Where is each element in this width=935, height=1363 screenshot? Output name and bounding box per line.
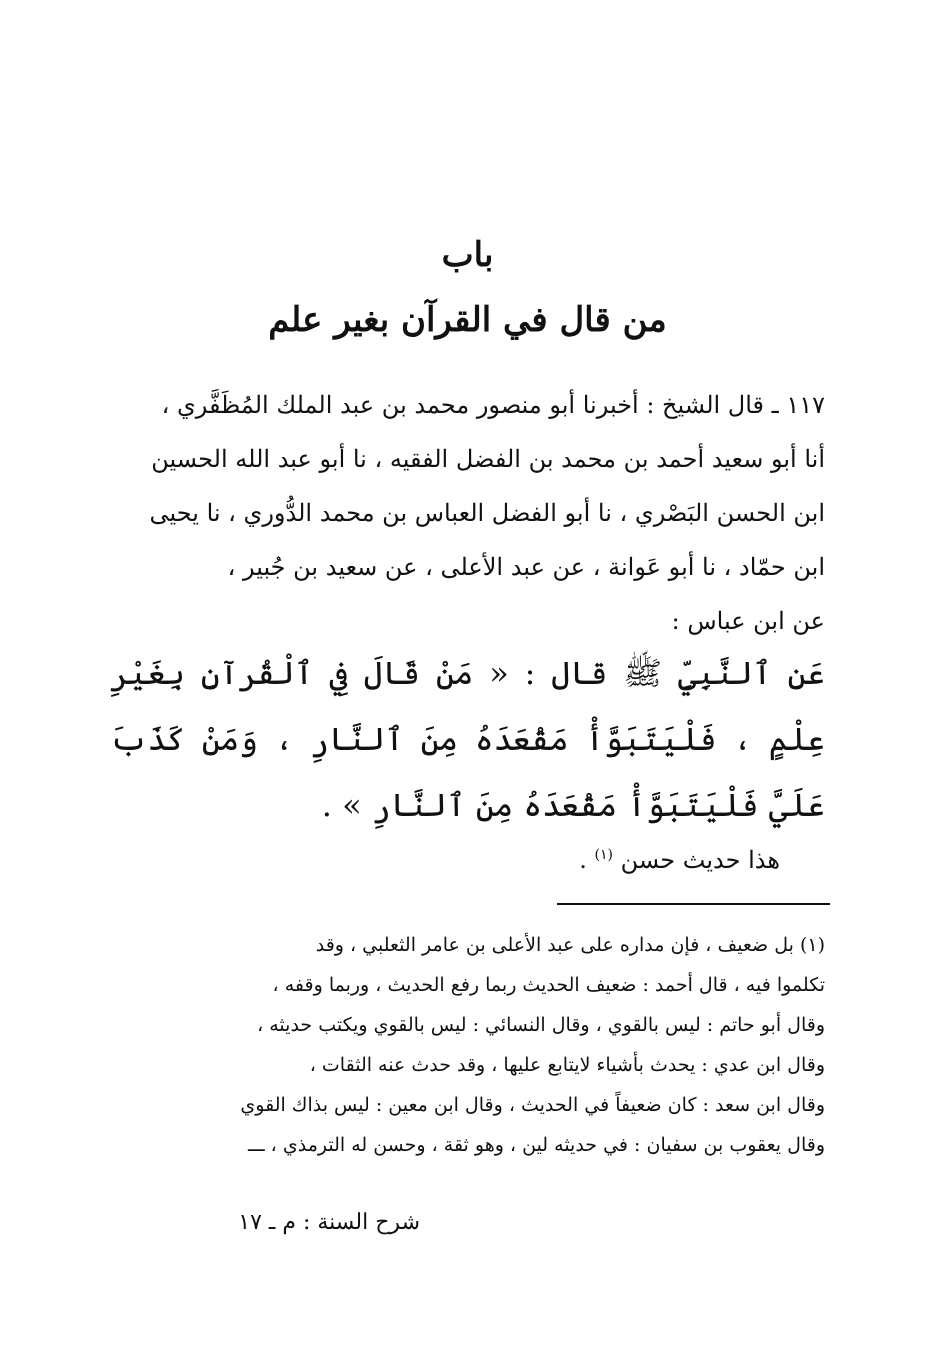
isnad-line: ابن الحسن البَصْري ، نا أبو الفضل العباس بن محمد الدُّوري ، نا يحيى bbox=[149, 499, 825, 527]
grading-end: . bbox=[579, 846, 587, 874]
isnad-line: ابن حمّاد ، نا أبو عَوانة ، عن عبد الأعلى ، عن سعيد بن جُبير ، bbox=[227, 553, 825, 581]
isnad-line: ١١٧ ـ قال الشيخ : أخبرنا أبو منصور محمد بن عبد الملك المُظَفَّري ، bbox=[161, 391, 825, 419]
hadith-text: عَنِ ٱلنَّبِيِّ ﷺ قال : « مَنْ قَالَ فِي ٱلْقُرآنِ بِغَيْرِ عِلْمٍ ، فَلْيَتَبَوَّأْ مَقْعَدَهُ مِنَ ٱلنَّارِ ، وَمَنْ كَذَبَ عَلَيَّ فَلْيَتَبَوَّأْ مَقْعَدَهُ مِنَ ٱلنَّارِ » . bbox=[110, 654, 825, 824]
chapter-heading: من قال في القرآن بغير علم bbox=[268, 300, 667, 340]
chapter-label: باب bbox=[441, 235, 494, 275]
hadith-grading bbox=[180, 835, 780, 880]
isnad-line: عن ابن عباس : bbox=[671, 607, 825, 635]
footnote-separator bbox=[557, 903, 830, 905]
footnote-line: وقال ابن عدي : يحدث بأشياء لايتابع عليها ، وقد حدث عنه الثقات ، bbox=[309, 1054, 825, 1076]
footnote-line: (١) بل ضعيف ، فإن مداره على عبد الأعلى بن عامر الثعلبي ، وقد bbox=[315, 934, 825, 956]
isnad-paragraph bbox=[110, 378, 825, 648]
footnote-line: وقال أبو حاتم : ليس بالقوي ، وقال النسائي : ليس بالقوي ويكتب حديثه ، bbox=[257, 1014, 825, 1036]
isnad-line: أنا أبو سعيد أحمد بن محمد بن الفضل الفقيه ، نا أبو عبد الله الحسين bbox=[151, 445, 825, 473]
footnote-line: وقال يعقوب بن سفيان : في حديثه لين ، وهو ثقة ، وحسن له الترمذي ، ـــ bbox=[247, 1134, 825, 1156]
footnote-line: وقال ابن سعد : كان ضعيفاً في الحديث ، وقال ابن معين : ليس بذاك القوي bbox=[240, 1094, 825, 1116]
grading-text: هذا حديث حسن bbox=[620, 846, 780, 874]
footnote-line: تكلموا فيه ، قال أحمد : ضعيف الحديث ربما رفع الحديث ، وربما وقفه ، bbox=[272, 974, 825, 996]
footnote-block bbox=[110, 925, 825, 1165]
footnote-reference: (١) bbox=[594, 847, 613, 863]
page-signature: شرح السنة : م ـ ١٧ bbox=[238, 1210, 420, 1235]
